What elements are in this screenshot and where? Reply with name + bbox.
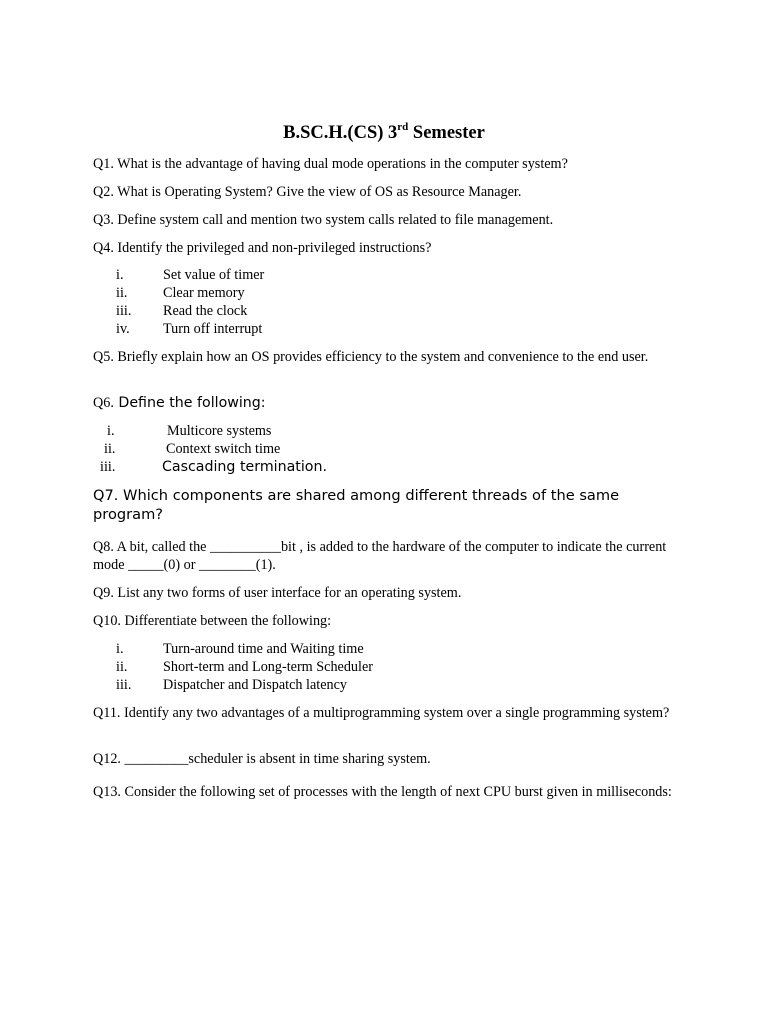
list-item: Clear memory — [163, 285, 245, 301]
question-8: Q8. A bit, called the __________bit , is added to the hardware of the computer to indicate the current mode _____(0) or ________(1). — [93, 539, 667, 573]
list-item-number: i. — [107, 423, 115, 439]
list-item: Short-term and Long-term Scheduler — [163, 659, 373, 675]
list-item: Read the clock — [163, 303, 248, 319]
list-item: Turn off interrupt — [163, 321, 263, 337]
question-11: Q11. Identify any two advantages of a multiprogramming system over a single programming system? — [93, 705, 670, 721]
page-title — [0, 122, 768, 144]
list-item-number: ii. — [116, 659, 128, 675]
title-superscript: rd — [397, 120, 409, 133]
question-7: Q7. Which components are shared among different threads of the same program? — [93, 487, 620, 523]
list-item: Set value of timer — [163, 267, 265, 283]
list-item: Cascading termination. — [162, 459, 327, 475]
list-item-number: ii. — [104, 441, 116, 457]
list-item-number: iv. — [116, 321, 130, 337]
question-9: Q9. List any two forms of user interface for an operating system. — [93, 585, 462, 601]
question-3: Q3. Define system call and mention two system calls related to file management. — [93, 212, 554, 228]
question-4: Q4. Identify the privileged and non-privileged instructions? — [93, 240, 432, 256]
question-5: Q5. Briefly explain how an OS provides efficiency to the system and convenience to the end user. — [93, 349, 649, 365]
list-item-number: i. — [116, 641, 124, 657]
title-tail: Semester — [408, 123, 485, 143]
list-item: Turn-around time and Waiting time — [163, 641, 364, 657]
list-item: Multicore systems — [167, 423, 272, 439]
question-1: Q1. What is the advantage of having dual mode operations in the computer system? — [93, 156, 568, 172]
list-item-number: i. — [116, 267, 124, 283]
title-main: B.SC.H.(CS) 3 — [283, 123, 398, 143]
question-6-text: Define the following: — [113, 395, 266, 411]
list-item-number: iii. — [100, 459, 116, 475]
list-item: Context switch time — [166, 441, 281, 457]
question-6 — [93, 394, 266, 412]
list-item-number: iii. — [116, 677, 132, 693]
question-10: Q10. Differentiate between the following: — [93, 613, 332, 629]
list-item-number: ii. — [116, 285, 128, 301]
question-13: Q13. Consider the following set of processes with the length of next CPU burst given in milliseconds: — [93, 784, 672, 800]
list-item-number: iii. — [116, 303, 132, 319]
question-2: Q2. What is Operating System? Give the view of OS as Resource Manager. — [93, 184, 522, 200]
question-12: Q12. _________scheduler is absent in time sharing system. — [93, 751, 431, 767]
list-item: Dispatcher and Dispatch latency — [163, 677, 347, 693]
question-6-prefix: Q6. — [93, 395, 114, 411]
